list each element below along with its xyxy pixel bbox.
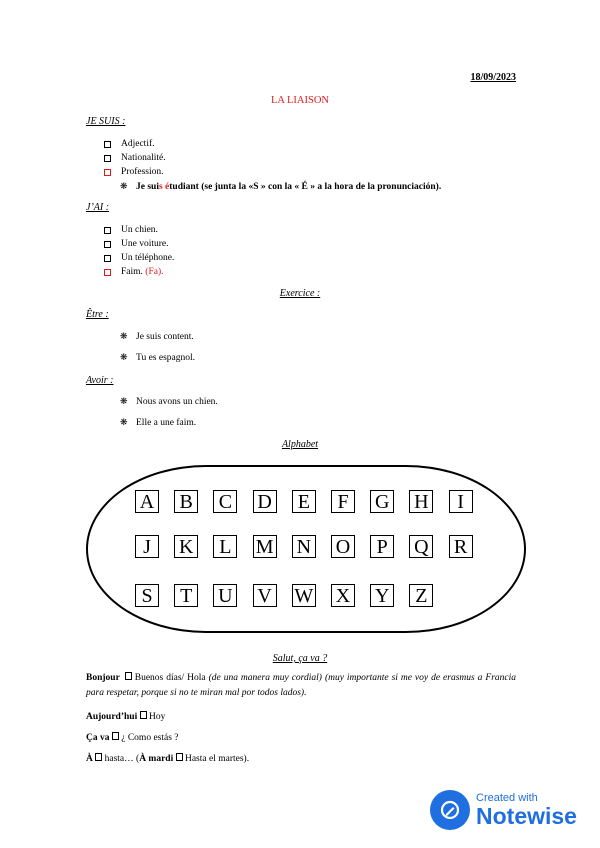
alphabet-letter: X (331, 584, 355, 607)
alphabet-letter: C (213, 490, 237, 513)
arrow-box-icon (176, 753, 183, 761)
alphabet-letter: F (331, 490, 355, 513)
alphabet-letter: E (292, 490, 316, 513)
alphabet-letter: O (331, 535, 355, 558)
arrow-box-icon (125, 672, 132, 680)
alphabet-letter: M (253, 535, 277, 558)
date: 18/09/2023 (470, 72, 516, 83)
alphabet-letter: B (174, 490, 198, 513)
list-item: Faim. (Fa). (104, 267, 163, 277)
alphabet-letter: W (292, 584, 316, 607)
a-line: À hasta… (À mardi Hasta el martes). (86, 754, 250, 764)
asterisk-icon: ❋ (120, 396, 128, 406)
checkbox-icon (104, 141, 111, 148)
exercice-heading: Exercice : (279, 288, 321, 299)
cava-line: Ça va ¿ Como estás ? (86, 733, 179, 743)
alphabet-letter: T (174, 584, 198, 607)
page-title: LA LIAISON (270, 95, 330, 106)
note-item: ❋ Je suis étudiant (se junta la «S » con la « É » a la hora de la pronunciación). (120, 181, 442, 192)
pen-icon (438, 798, 462, 822)
list-item: ❋ Je suis content. (120, 331, 194, 342)
checkbox-icon (104, 227, 111, 234)
asterisk-icon: ❋ (120, 331, 128, 341)
list-item: Une voiture. (104, 239, 169, 249)
alphabet-letter: V (253, 584, 277, 607)
avoir-heading: Avoir : (86, 375, 114, 386)
checkbox-icon (104, 169, 111, 176)
list-item: Un téléphone. (104, 253, 174, 263)
alphabet-letter: Q (409, 535, 433, 558)
alphabet-letter: R (449, 535, 473, 558)
list-item: Un chien. (104, 225, 158, 235)
checkbox-icon (104, 269, 111, 276)
alphabet-letter: P (370, 535, 394, 558)
faim-pronunciation: (Fa). (145, 267, 164, 277)
alphabet-letter: Y (370, 584, 394, 607)
checkbox-icon (104, 241, 111, 248)
bonjour-paragraph: Bonjour Buenos días/ Hola (de una manera muy cordial) (muy importante si me voy de erasmus a Francia para respetar, porque si no te miran mal por todos lados). (86, 673, 516, 698)
alphabet-heading: Alphabet (281, 439, 319, 450)
alphabet-letter: S (135, 584, 159, 607)
alphabet-letter: I (449, 490, 473, 513)
notewise-brand: Notewise (476, 803, 577, 829)
alphabet-letter: N (292, 535, 316, 558)
list-item: Adjectif. (104, 139, 155, 149)
alphabet-letter: L (213, 535, 237, 558)
asterisk-icon: ❋ (120, 352, 128, 362)
checkbox-icon (104, 155, 111, 162)
list-item: Nationalité. (104, 153, 166, 163)
salut-heading: Salut, ça va ? (272, 653, 328, 664)
etre-heading: Être : (86, 309, 109, 320)
alphabet-letter: A (135, 490, 159, 513)
list-item: Profession. (104, 167, 164, 177)
alphabet-letter: H (409, 490, 433, 513)
list-item: ❋ Elle a une faim. (120, 417, 197, 428)
asterisk-icon: ❋ (120, 417, 128, 427)
alphabet-letter: J (135, 535, 159, 558)
aujourdhui-line: Aujourd’hui Hoy (86, 712, 166, 722)
alphabet-letter: G (370, 490, 394, 513)
alphabet-letter: K (174, 535, 198, 558)
j-ai-heading: J’AI : (86, 202, 110, 213)
list-item: ❋ Tu es espagnol. (120, 352, 196, 363)
asterisk-icon: ❋ (120, 181, 128, 191)
checkbox-icon (104, 255, 111, 262)
alphabet-letter: U (213, 584, 237, 607)
notewise-logo (430, 790, 470, 830)
je-suis-heading: JE SUIS : (86, 116, 126, 127)
alphabet-letter: D (253, 490, 277, 513)
arrow-box-icon (140, 711, 147, 719)
created-with-label: Created with (476, 792, 538, 804)
list-item: ❋ Nous avons un chien. (120, 396, 218, 407)
alphabet-letter: Z (409, 584, 433, 607)
arrow-box-icon (112, 732, 119, 740)
